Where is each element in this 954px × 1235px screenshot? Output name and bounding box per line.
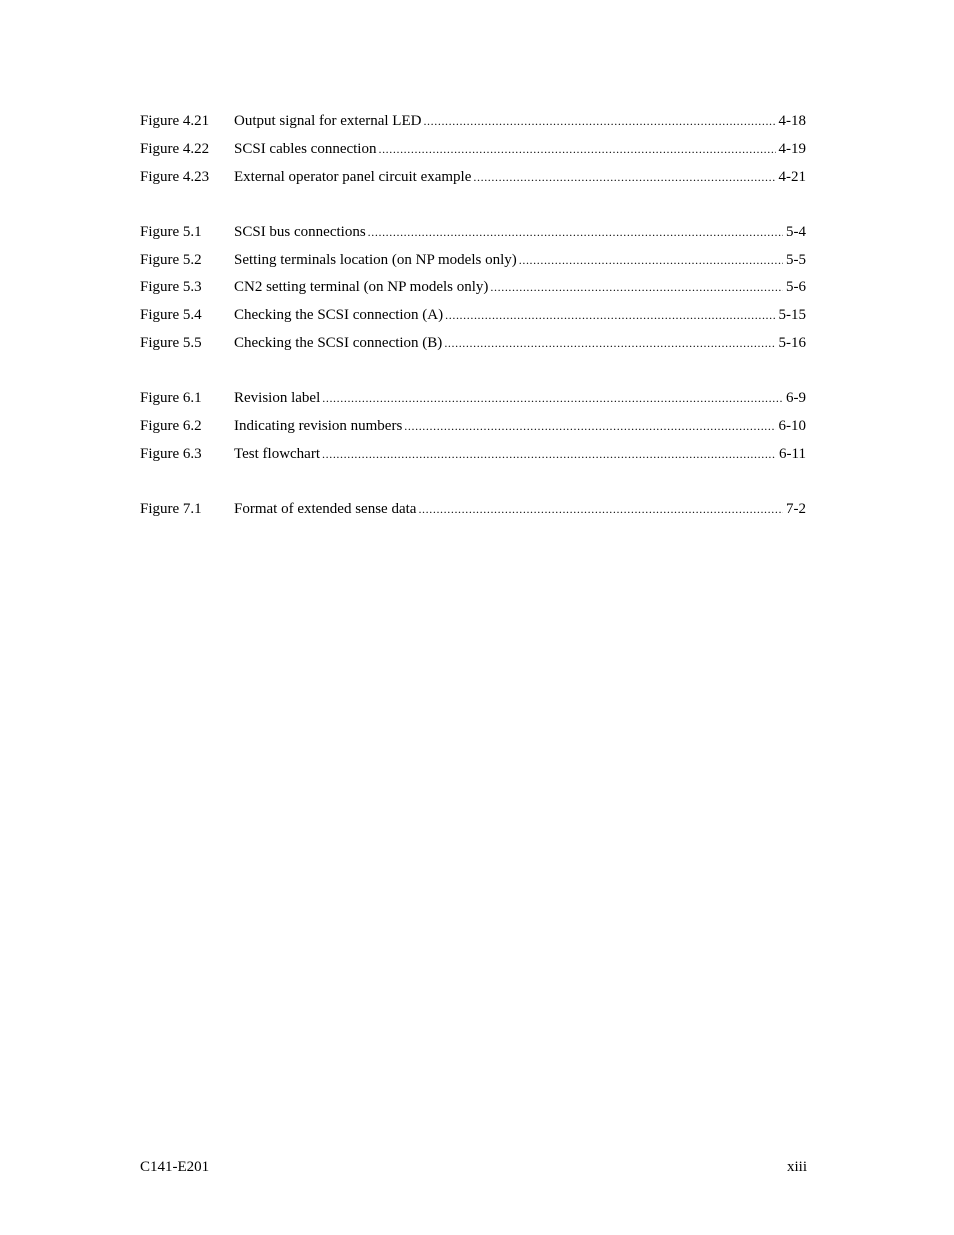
- figure-title: Output signal for external LED: [234, 113, 422, 129]
- figure-group-chapter-4: [140, 108, 806, 191]
- toc-entry[interactable]: [140, 441, 806, 469]
- page-reference: 4-18: [778, 113, 806, 129]
- page-reference: 6-9: [786, 390, 806, 407]
- page-footer: [140, 1159, 807, 1176]
- page-reference: 4-19: [778, 140, 806, 157]
- figure-number: Figure 5.5: [140, 335, 202, 352]
- page-reference: 6-11: [779, 445, 806, 462]
- toc-entry[interactable]: [140, 247, 806, 275]
- toc-entry[interactable]: [140, 385, 806, 413]
- toc-entry[interactable]: [140, 413, 806, 441]
- figure-number: Figure 7.1: [140, 501, 202, 518]
- figure-title: Revision label: [234, 390, 321, 407]
- figure-number: Figure 4.21: [140, 113, 210, 129]
- figure-group-chapter-7: [140, 496, 806, 524]
- dot-leader: [473, 164, 775, 192]
- toc-entry[interactable]: [140, 496, 806, 524]
- figure-title: SCSI bus connections: [234, 223, 366, 240]
- figure-number: Figure 6.2: [140, 418, 202, 435]
- figure-number: Figure 6.1: [140, 390, 202, 407]
- toc-entry[interactable]: [140, 330, 806, 358]
- figure-title: Setting terminals location (on NP models only): [234, 251, 517, 268]
- dot-leader: [444, 330, 775, 358]
- toc-entry[interactable]: [140, 164, 806, 192]
- figure-title: Checking the SCSI connection (B): [234, 335, 443, 352]
- figure-title: Checking the SCSI connection (A): [234, 307, 444, 324]
- dot-leader: [404, 413, 775, 441]
- dot-leader: [423, 108, 775, 136]
- dot-leader: [322, 385, 783, 413]
- toc-entry[interactable]: [140, 302, 806, 330]
- dot-leader: [445, 302, 775, 330]
- figure-number: Figure 4.22: [140, 140, 210, 157]
- figure-title: CN2 setting terminal (on NP models only): [234, 279, 489, 296]
- toc-entry[interactable]: [140, 136, 806, 164]
- dot-leader: [519, 247, 783, 275]
- figure-title: SCSI cables connection: [234, 140, 377, 157]
- figure-title: Test flowchart: [234, 445, 321, 462]
- page-reference: 5-5: [786, 251, 806, 268]
- figure-number: Figure 5.3: [140, 279, 202, 296]
- figure-group-chapter-5: [140, 219, 806, 358]
- page-number: xiii: [786, 1159, 807, 1175]
- toc-entry[interactable]: [140, 219, 806, 247]
- figure-number: Figure 5.4: [140, 307, 202, 324]
- document-id: C141-E201: [140, 1159, 210, 1175]
- page-reference: 7-2: [786, 501, 806, 518]
- page-reference: 5-16: [778, 335, 806, 352]
- list-of-figures: [140, 108, 806, 552]
- figure-number: Figure 4.23: [140, 168, 210, 185]
- dot-leader: [368, 219, 783, 247]
- figure-title: Indicating revision numbers: [234, 418, 403, 435]
- figure-group-chapter-6: [140, 385, 806, 468]
- page-reference: 6-10: [778, 418, 806, 435]
- dot-leader: [322, 441, 776, 469]
- page-reference: 5-4: [786, 223, 806, 240]
- toc-entry[interactable]: [140, 108, 806, 136]
- dot-leader: [490, 274, 783, 302]
- figure-number: Figure 5.1: [140, 223, 202, 240]
- figure-title: Format of extended sense data: [234, 501, 417, 518]
- dot-leader: [418, 496, 783, 524]
- page-reference: 5-6: [786, 279, 806, 296]
- toc-entry[interactable]: [140, 274, 806, 302]
- figure-title: External operator panel circuit example: [234, 168, 472, 185]
- dot-leader: [378, 136, 775, 164]
- page-reference: 4-21: [778, 168, 806, 185]
- figure-number: Figure 6.3: [140, 445, 202, 462]
- figure-number: Figure 5.2: [140, 251, 202, 268]
- page-reference: 5-15: [778, 307, 806, 324]
